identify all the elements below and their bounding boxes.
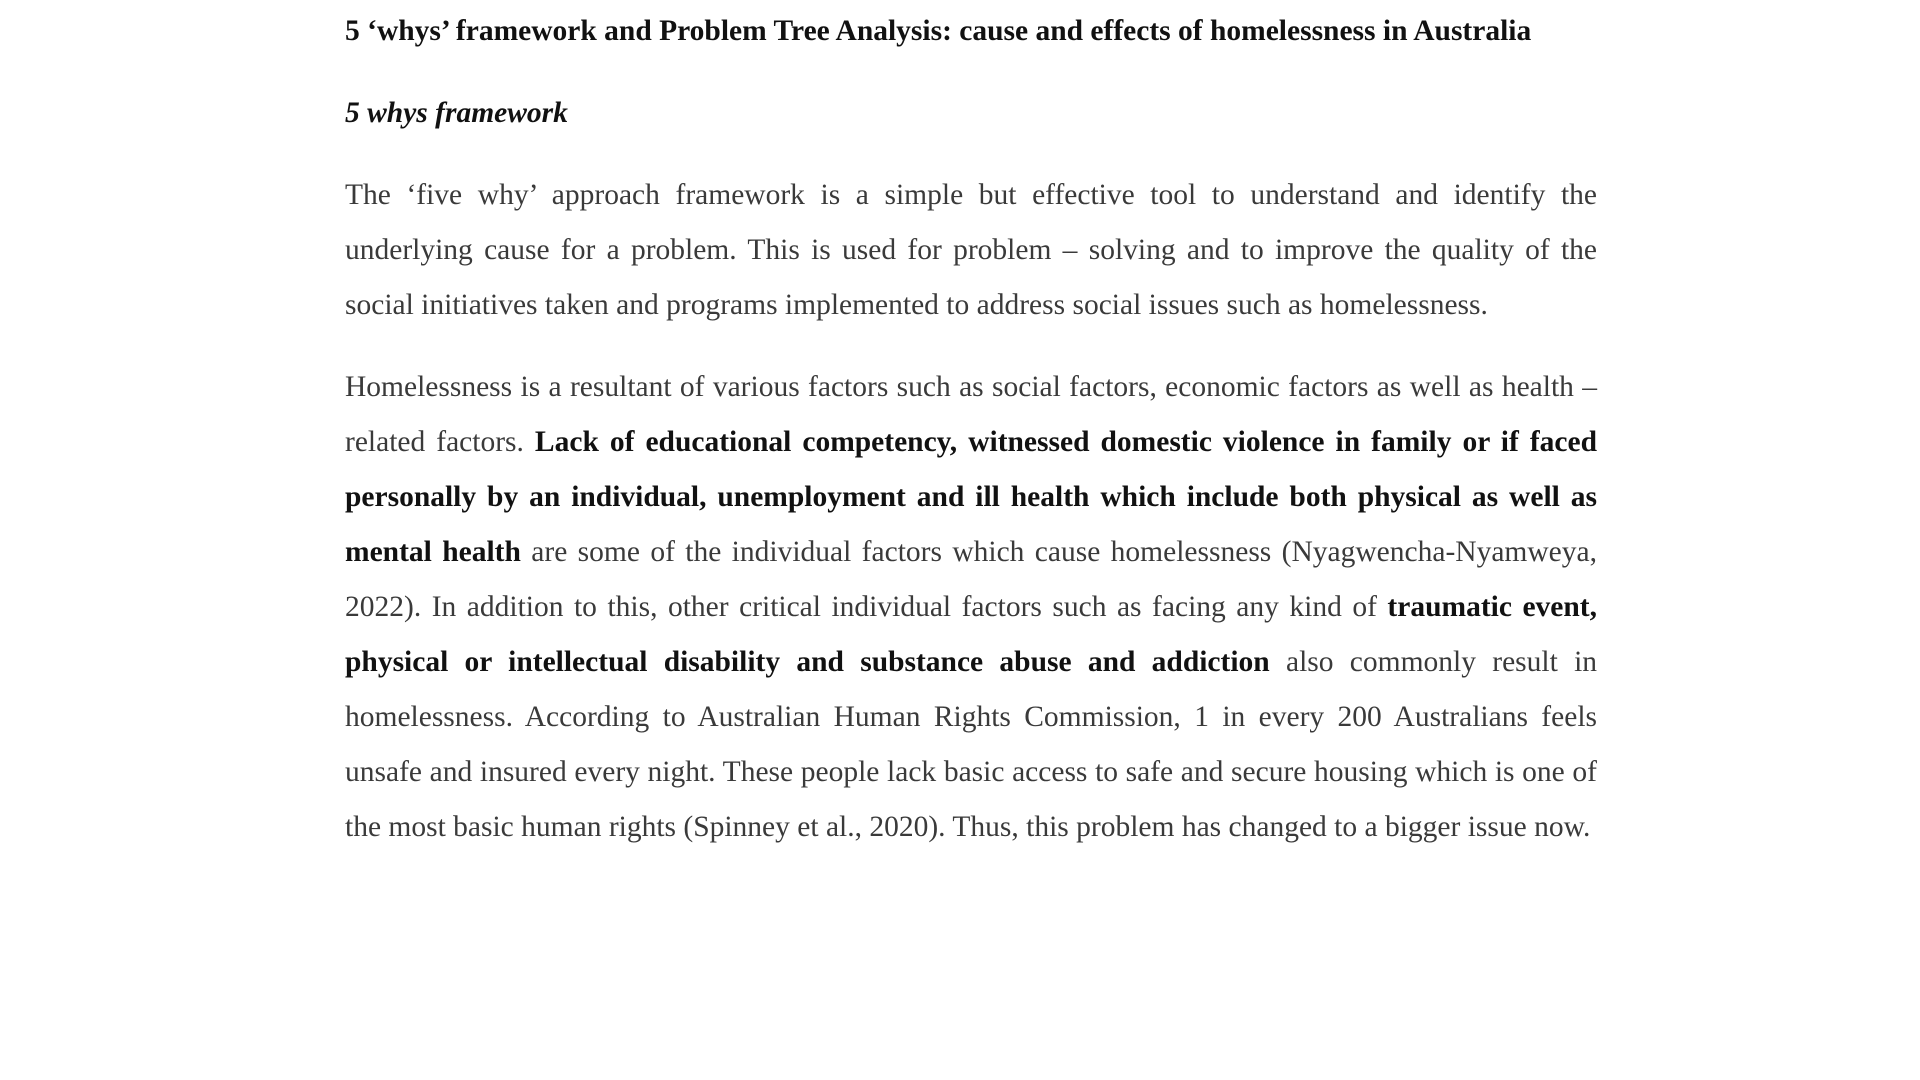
document-page <box>345 0 1597 855</box>
section-heading: 5 whys framework <box>345 97 568 129</box>
document-title: 5 ‘whys’ framework and Problem Tree Analysis: cause and effects of homelessness in Australia <box>345 15 1532 47</box>
paragraph-2-bold-2: traumatic event, physical or intellectual disability and substance abuse and addiction <box>345 591 1597 678</box>
paragraph-2-text-3: also commonly result in homelessness. According to Australian Human Rights Commission, 1 in every 200 Australians feels unsafe and insured every night. These people lack basic access to safe and secure housing which is one of the most basic human rights (Spinney et al., 2020). Thus, this problem has changed to a bigger issue now. <box>345 646 1598 843</box>
paragraph-2 <box>345 360 1597 855</box>
paragraph-1: The ‘five why’ approach framework is a simple but effective tool to understand and identify the underlying cause for a problem. This is used for problem – solving and to improve the quality of the social initiatives taken and programs implemented to address social issues such as homelessness. <box>345 179 1597 321</box>
paragraph-2-bold-1: Lack of educational competency, witnessed domestic violence in family or if faced personally by an individual, unemployment and ill health which include both physical as well as mental health <box>345 426 1597 568</box>
paragraph-2-text-1: Homelessness is a resultant of various factors such as social factors, economic factors as well as health – related factors. <box>345 371 1597 458</box>
paragraph-2-text-2: are some of the individual factors which cause homelessness (Nyagwencha-Nyamweya, 2022). In addition to this, other critical individual factors such as facing any kind of <box>345 536 1597 623</box>
